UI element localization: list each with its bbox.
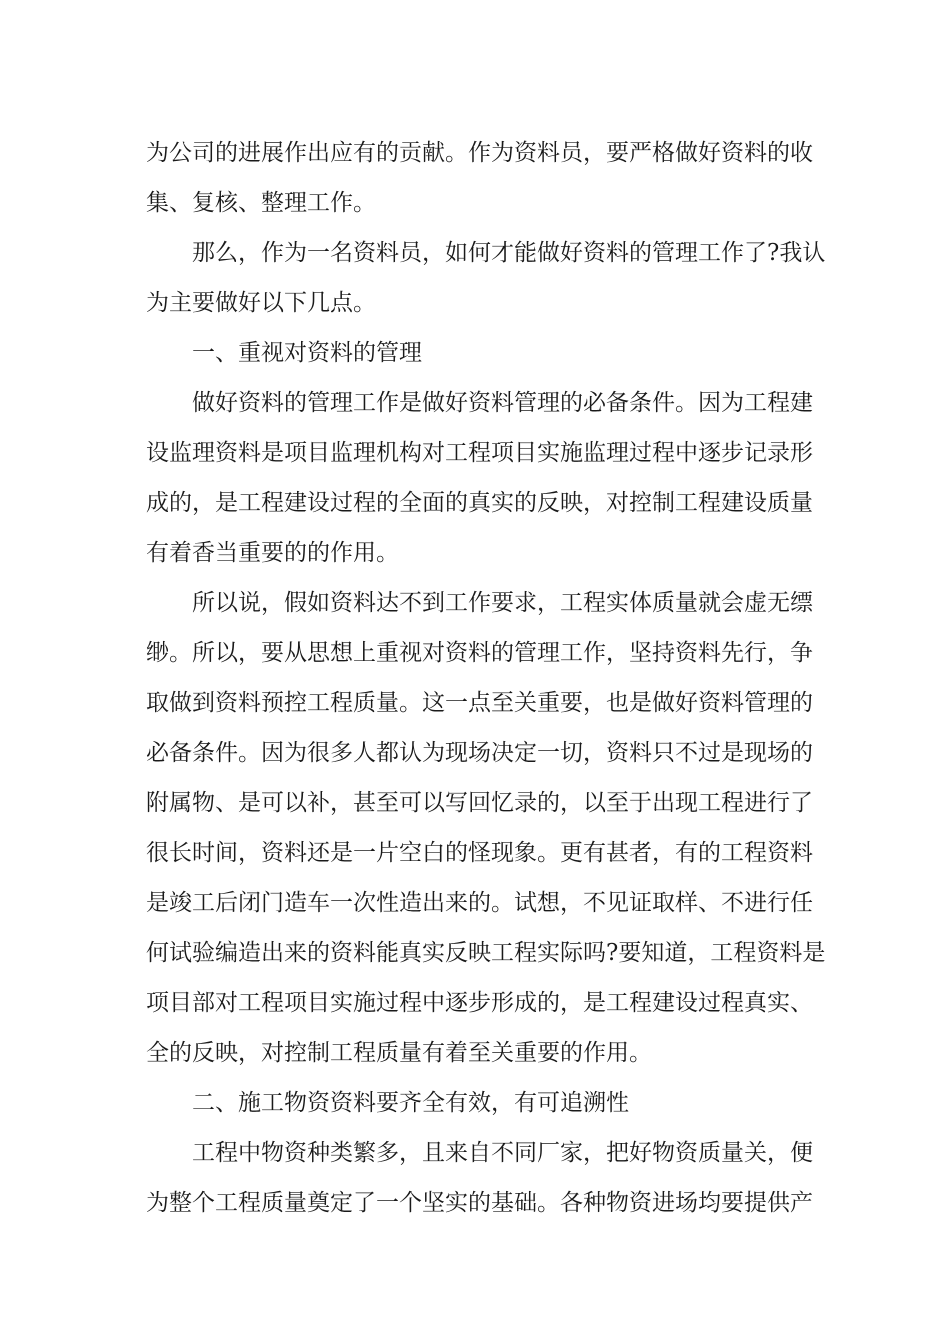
text-line: 项目部对工程项目实施过程中逐步形成的，是工程建设过程真实、 — [146, 990, 813, 1016]
text-line: 取做到资料预控工程质量。这一点至关重要，也是做好资料管理的 — [146, 690, 813, 716]
text-line: 为整个工程质量奠定了一个坚实的基础。各种物资进场均要提供产 — [146, 1190, 813, 1216]
text-line: 缈。所以，要从思想上重视对资料的管理工作，坚持资料先行，争 — [146, 640, 813, 666]
text-line: 是竣工后闭门造车一次性造出来的。试想，不见证取样、不进行任 — [146, 890, 813, 916]
text-line: 成的，是工程建设过程的全面的真实的反映，对控制工程建设质量 — [146, 490, 813, 516]
text-line: 全的反映，对控制工程质量有着至关重要的作用。 — [146, 1040, 652, 1066]
text-line: 何试验编造出来的资料能真实反映工程实际吗?要知道，工程资料是 — [146, 940, 826, 966]
text-line: 所以说，假如资料达不到工作要求，工程实体质量就会虚无缥 — [192, 590, 813, 616]
text-line: 为公司的进展作出应有的贡献。作为资料员，要严格做好资料的收 — [146, 140, 813, 166]
text-line: 集、复核、整理工作。 — [146, 190, 376, 216]
text-line: 附属物、是可以补，甚至可以写回忆录的，以至于出现工程进行了 — [146, 790, 813, 816]
text-line: 必备条件。因为很多人都认为现场决定一切，资料只不过是现场的 — [146, 740, 813, 766]
text-line: 那么，作为一名资料员，如何才能做好资料的管理工作了?我认 — [192, 240, 826, 266]
text-line: 有着香当重要的的作用。 — [146, 540, 399, 566]
text-line: 做好资料的管理工作是做好资料管理的必备条件。因为工程建 — [192, 390, 813, 416]
text-line: 为主要做好以下几点。 — [146, 290, 376, 316]
text-line: 设监理资料是项目监理机构对工程项目实施监理过程中逐步记录形 — [146, 440, 813, 466]
section-heading: 二、施工物资资料要齐全有效，有可追溯性 — [192, 1090, 629, 1116]
section-heading: 一、重视对资料的管理 — [192, 340, 422, 366]
text-line: 工程中物资种类繁多，且来自不同厂家，把好物资质量关，便 — [192, 1140, 813, 1166]
text-line: 很长时间，资料还是一片空白的怪现象。更有甚者，有的工程资料 — [146, 840, 813, 866]
